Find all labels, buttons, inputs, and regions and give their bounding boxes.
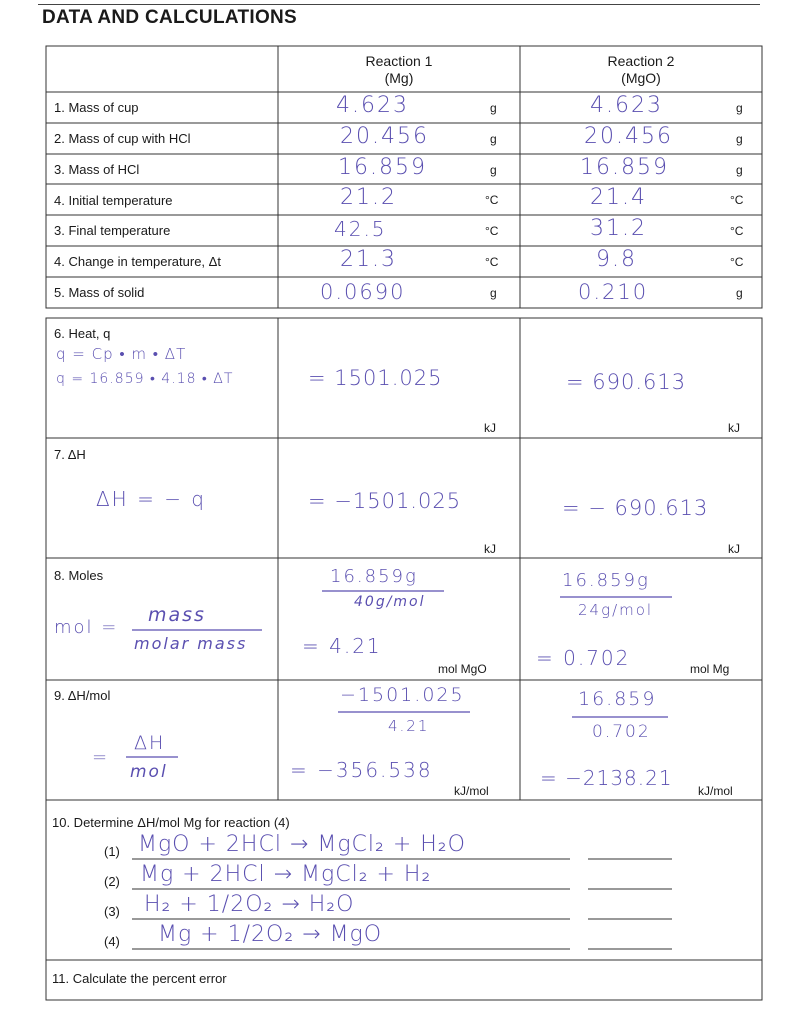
q10-reaction-number: (1) <box>104 844 120 859</box>
dhmol-r1-value: = −356.538 <box>290 758 433 782</box>
r2-value: 9.8 <box>596 247 637 272</box>
col-header-reaction1: Reaction 1 (Mg) <box>365 53 433 86</box>
q10-reaction-equation: MgO + 2HCl → MgCl₂ + H₂O <box>138 832 466 857</box>
heat-r2-unit: kJ <box>728 421 740 435</box>
r2-unit: °C <box>730 224 744 238</box>
r2-unit: °C <box>730 193 744 207</box>
q10-reaction-number: (2) <box>104 874 120 889</box>
dh-r2-value: = − 690.613 <box>562 496 709 520</box>
dhmol-r1-unit: kJ/mol <box>454 784 489 798</box>
q10-reaction-number: (4) <box>104 934 120 949</box>
moles-r1-denominator: 40g/mol <box>354 594 426 610</box>
q10-label: 10. Determine ΔH/mol Mg for reaction (4) <box>52 815 290 830</box>
moles-numerator: mass <box>148 604 206 626</box>
dh-r1-unit: kJ <box>484 542 496 556</box>
moles-denominator: molar mass <box>134 634 248 653</box>
heat-r2-value: = 690.613 <box>566 370 687 394</box>
row-label: 4. Initial temperature <box>54 193 173 208</box>
r2-unit: g <box>736 163 743 177</box>
page-title: DATA AND CALCULATIONS <box>42 7 298 28</box>
dhmol-equals: = <box>92 747 110 768</box>
row-label: 3. Final temperature <box>54 223 171 238</box>
moles-r2-value: = 0.702 <box>536 646 631 670</box>
dhmol-r2-numerator: 16.859 <box>578 688 657 710</box>
q11-label: 11. Calculate the percent error <box>52 971 227 986</box>
r1-value: 21.3 <box>340 247 397 272</box>
q10-reaction-equation: Mg + 2HCl → MgCl₂ + H₂ <box>140 862 432 887</box>
moles-r1-unit: mol MgO <box>438 662 487 676</box>
q10-reaction-equation: Mg + 1/2O₂ → MgO <box>158 922 383 947</box>
moles-r2-numerator: 16.859g <box>562 570 650 591</box>
r2-value: 21.4 <box>590 185 647 210</box>
r2-value: 31.2 <box>590 216 647 241</box>
dhmol-r2-unit: kJ/mol <box>698 784 733 798</box>
dhmol-r1-denominator: 4.21 <box>388 717 430 735</box>
r2-unit: g <box>736 286 743 300</box>
r1-unit: °C <box>485 255 499 269</box>
moles-r1-numerator: 16.859g <box>330 566 418 587</box>
r2-value: 16.859 <box>580 155 669 180</box>
r1-value: 4.623 <box>336 93 409 118</box>
r2-value: 0.210 <box>578 280 649 304</box>
moles-r1-value: = 4.21 <box>302 634 382 658</box>
dhmol-r2-denominator: 0.702 <box>592 722 651 742</box>
row-label: 4. Change in temperature, Δt <box>54 254 221 269</box>
r1-value: 42.5 <box>334 217 387 241</box>
r1-unit: g <box>490 101 497 115</box>
r2-value: 20.456 <box>584 124 673 149</box>
dhmol-numerator: ΔH <box>134 732 166 754</box>
r1-value: 21.2 <box>340 185 397 210</box>
moles-lhs: mol = <box>54 617 119 638</box>
r1-unit: g <box>490 132 497 146</box>
r1-unit: g <box>490 286 497 300</box>
r1-value: 20.456 <box>340 124 429 149</box>
moles-label: 8. Moles <box>54 568 104 583</box>
heat-formula: q = Cp • m • ΔT <box>56 345 187 363</box>
moles-r2-unit: mol Mg <box>690 662 730 676</box>
col-header-reaction2: Reaction 2 (MgO) <box>607 53 675 86</box>
heat-substitution: q = 16.859 • 4.18 • ΔT <box>56 371 234 387</box>
dhmol-r2-value: = −2138.21 <box>540 766 673 790</box>
dh-r2-unit: kJ <box>728 542 740 556</box>
row-label: 2. Mass of cup with HCl <box>54 131 191 146</box>
r2-unit: g <box>736 132 743 146</box>
row-label: 3. Mass of HCl <box>54 162 140 177</box>
row-label: 1. Mass of cup <box>54 100 139 115</box>
dhmol-denominator: mol <box>130 762 168 782</box>
r1-unit: g <box>490 163 497 177</box>
heat-r1-unit: kJ <box>484 421 496 435</box>
dhmol-r1-numerator: −1501.025 <box>340 684 465 706</box>
heat-r1-value: = 1501.025 <box>308 366 443 390</box>
r2-value: 4.623 <box>590 93 663 118</box>
r1-unit: °C <box>485 193 499 207</box>
dhmol-label: 9. ΔH/mol <box>54 688 111 703</box>
dh-formula: ΔH = − q <box>96 487 207 511</box>
r1-value: 0.0690 <box>320 280 406 304</box>
dh-label: 7. ΔH <box>54 447 86 462</box>
q10-reaction-number: (3) <box>104 904 120 919</box>
moles-r2-denominator: 24g/mol <box>578 601 654 619</box>
q10-reaction-equation: H₂ + 1/2O₂ → H₂O <box>144 892 355 917</box>
r1-value: 16.859 <box>338 155 427 180</box>
r2-unit: g <box>736 101 743 115</box>
r1-unit: °C <box>485 224 499 238</box>
heat-label: 6. Heat, q <box>54 326 111 341</box>
dh-r1-value: = −1501.025 <box>308 489 462 513</box>
r2-unit: °C <box>730 255 744 269</box>
row-label: 5. Mass of solid <box>54 285 145 300</box>
